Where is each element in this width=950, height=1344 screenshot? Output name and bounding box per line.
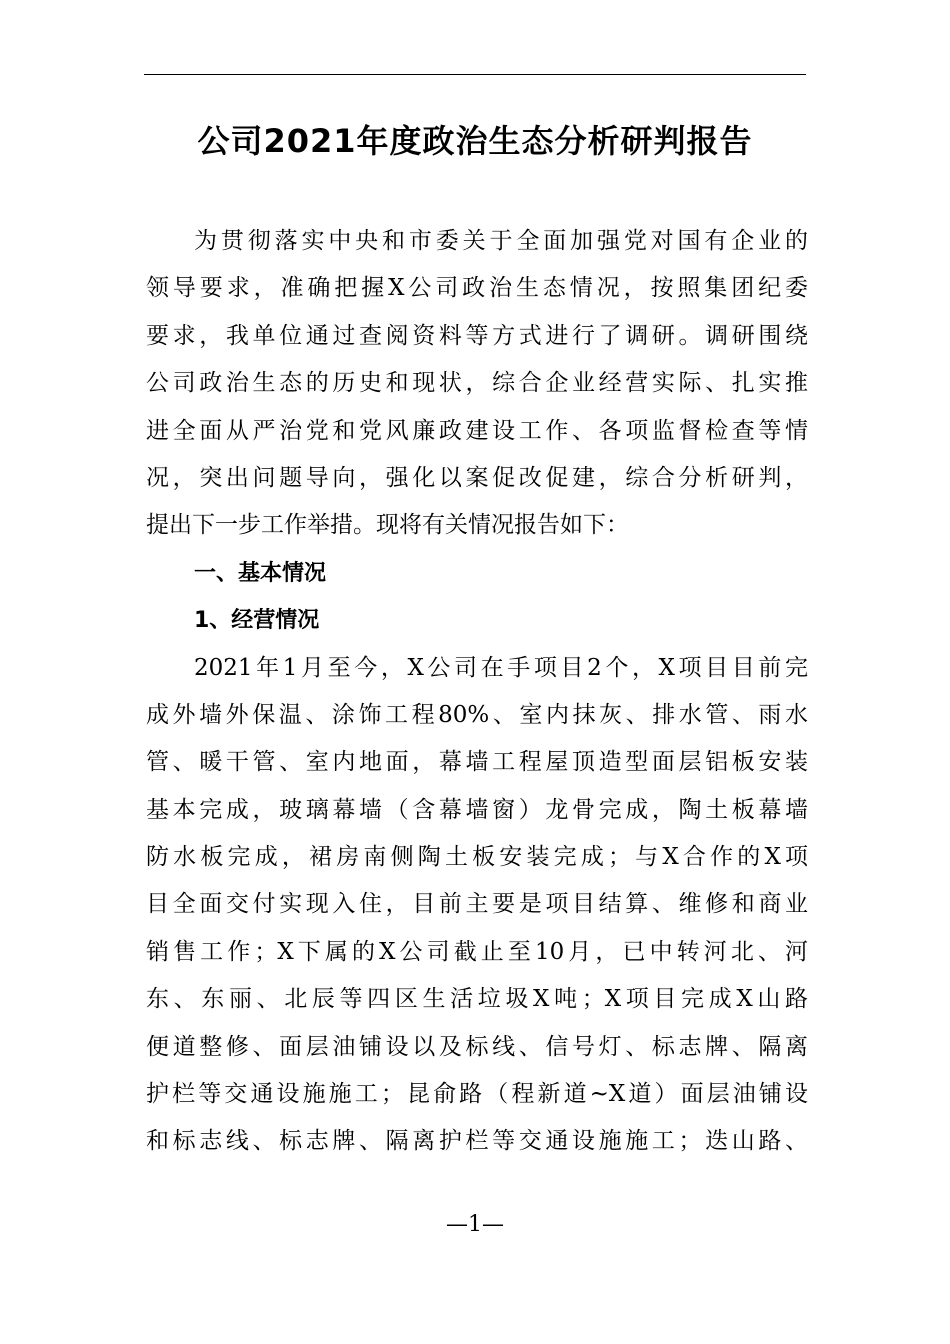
business-line: 便道整修、面层油铺设以及标线、信号灯、标志牌、隔离 bbox=[146, 1033, 808, 1060]
document-title: 公司2021年度政治生态分析研判报告 bbox=[197, 122, 753, 160]
page-number: —1— bbox=[446, 1212, 504, 1237]
subsection-heading: 1、经营情况 bbox=[194, 608, 320, 634]
section-heading: 一、基本情况 bbox=[194, 560, 327, 586]
intro-line: 公司政治生态的历史和现状，综合企业经营实际、扎实推 bbox=[146, 370, 808, 397]
business-line: 和标志线、标志牌、隔离护栏等交通设施施工；迭山路、 bbox=[146, 1128, 808, 1155]
business-line: 目全面交付实现入住，目前主要是项目结算、维修和商业 bbox=[146, 891, 808, 918]
business-line: 东、东丽、北辰等四区生活垃圾X吨；X项目完成X山路 bbox=[146, 986, 808, 1013]
intro-line: 况，突出问题导向，强化以案促改促建，综合分析研判， bbox=[146, 464, 808, 491]
business-line: 防水板完成，裙房南侧陶土板安装完成；与X合作的X项 bbox=[146, 844, 808, 871]
intro-line: 提出下一步工作举措。现将有关情况报告如下： bbox=[146, 512, 629, 539]
business-line: 基本完成，玻璃幕墙（含幕墙窗）龙骨完成，陶土板幕墙 bbox=[146, 796, 808, 823]
business-line: 销售工作；X下属的X公司截止至10月，已中转河北、河 bbox=[146, 938, 808, 965]
business-line: 2021年1月至今，X公司在手项目2个，X项目目前完 bbox=[194, 654, 808, 681]
intro-line: 为贯彻落实中央和市委关于全面加强党对国有企业的 bbox=[194, 228, 808, 254]
business-line: 护栏等交通设施施工；昆俞路（程新道~X道）面层油铺设 bbox=[146, 1081, 808, 1108]
header-rule bbox=[144, 74, 806, 75]
intro-line: 进全面从严治党和党风廉政建设工作、各项监督检查等情 bbox=[146, 417, 808, 444]
document-body bbox=[146, 218, 808, 1166]
business-line: 管、暖干管、室内地面，幕墙工程屋顶造型面层铝板安装 bbox=[146, 749, 808, 776]
business-line: 成外墙外保温、涂饰工程80%、室内抹灰、排水管、雨水 bbox=[146, 701, 808, 728]
intro-line: 领导要求，准确把握X公司政治生态情况，按照集团纪委 bbox=[146, 275, 808, 302]
intro-line: 要求，我单位通过查阅资料等方式进行了调研。调研围绕 bbox=[146, 322, 808, 349]
